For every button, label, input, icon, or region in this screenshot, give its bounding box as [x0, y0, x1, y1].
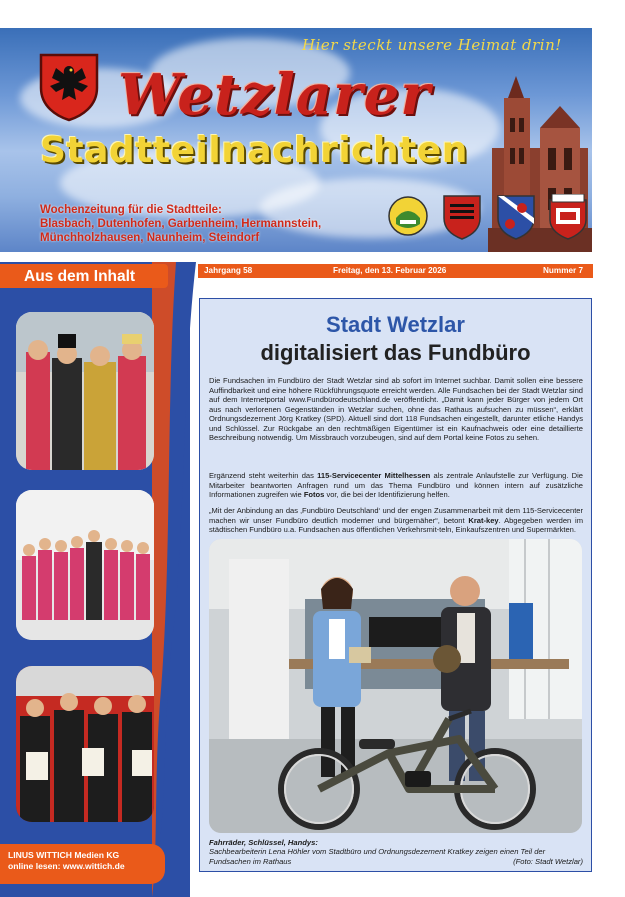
districts-line-2: Blasbach, Dutenhofen, Garbenheim, Hermannstein, — [40, 218, 322, 230]
paragraph-2-text: als zentrale Anlaufstelle zur Verfügung. Die Mitarbeiter beantworten Anfragen rund um das Thema Fundbüro und können intern auf zusätzliche Informationen zugreifen wie — [209, 471, 583, 499]
districts-line-3: Münchholzhausen, Naunheim, Steindorf — [40, 232, 260, 244]
paragraph-3-text: . Abgegeben werden im städtischen Fundbüro u.a. Fundsachen aus öffentlichen Verkehrsmit-teln, Einkaufszentren und Supermärkten. — [209, 515, 583, 534]
masthead-title: Wetzlarer — [118, 62, 431, 128]
sidebar-photo-honorees — [16, 666, 154, 822]
article-paragraph-3 — [209, 506, 583, 535]
paragraph-2-text: Ergänzend steht weiterhin das — [209, 471, 318, 480]
article-headline-line-2: digitalisiert das Fundbüro — [260, 340, 531, 365]
photo-credit: (Foto: Stadt Wetzlar) — [513, 856, 583, 866]
issue-number: Nummer 7 — [543, 266, 584, 275]
paragraph-2-emphasis: 115-Servicecenter Mittelhessen — [317, 471, 431, 480]
coat-of-arms-icon — [388, 194, 428, 240]
paragraph-3-emphasis: Krat-key — [468, 515, 499, 525]
coat-of-arms-icon — [442, 194, 482, 240]
photo-caption-title: Fahrräder, Schlüssel, Handys: — [209, 838, 318, 847]
article-photo — [209, 539, 582, 833]
sidebar-photo-carnival — [16, 312, 154, 470]
sidebar-wave-decoration — [152, 262, 196, 897]
paragraph-2-emphasis: Fotos — [303, 490, 325, 499]
article-headline-line-1: Stadt Wetzlar — [326, 312, 465, 337]
districts-line-1: Wochenzeitung für die Stadtteile: — [40, 204, 222, 216]
slogan: Hier steckt unsere Heimat drin! — [302, 36, 562, 54]
masthead-banner — [0, 28, 592, 252]
paragraph-2-text: vor, die bei der Identifizierung helfen. — [324, 490, 450, 499]
paragraph-3-text: „Mit der Anbindung an das ‚Fundbüro Deutschland‘ und der engen Zusammenarbeit mit dem 115-Servicecenter machen wir unser Fundbüro deutlich moderner und bürgernäher“, betont — [209, 506, 583, 525]
coat-of-arms-icon — [548, 194, 588, 240]
article-paragraph-2 — [209, 471, 583, 500]
masthead-subtitle: Stadtteilnachrichten — [40, 130, 468, 171]
section-header-label: Aus dem Inhalt — [24, 268, 136, 285]
photo-caption-text: Sachbearbeiterin Lena Höhler vom Stadtbüro und Ordnungsdezernent Kratkey zeigen einen Teil der Fundsachen im Rathaus — [209, 847, 546, 866]
masthead-districts — [40, 203, 321, 245]
article-paragraph-1: Die Fundsachen im Fundbüro der Stadt Wetzlar sind ab sofort im Internet suchbar. Damit sollen eine bessere Auffindbarkeit und eine höhere Rückführungsquote erreicht werden. Alle Fundsachen bei der Stadt Wetzlar sind auf dem Internetportal www.Fundbürodeutschland.de veröffentlicht. „Damit kann jeder Bürger von jedem Ort aus nach verlorenen Gegenständen in Wetzlar suchen, ohne das Rathaus aufsuchen zu müssen“, erklärt Ordnungsdezernent Jörg Kratkey (SPD). Aktuell sind dort 118 Fundsachen eingestellt, darunter etliche Handys und Schlüssel. Zur Rückgabe an den rechtmäßigen Eigentümer ist ein Kaufnachweis oder eine detaillierte Beschreibung notwendig. Um Missbrauch vorzubeugen, sind auf dem Portal keine Fotos zu sehen. — [209, 376, 583, 442]
issue-date: Freitag, den 13. Februar 2026 — [333, 266, 447, 275]
sidebar-photo-group — [16, 490, 154, 640]
volume-label: Jahrgang 58 — [204, 266, 253, 275]
publisher-name: LINUS WITTICH Medien KG — [8, 850, 120, 860]
photo-caption — [209, 847, 583, 866]
eagle-crest-icon — [38, 52, 100, 122]
coat-of-arms-icon — [496, 194, 536, 240]
publisher-url[interactable]: online lesen: www.wittich.de — [8, 861, 125, 871]
